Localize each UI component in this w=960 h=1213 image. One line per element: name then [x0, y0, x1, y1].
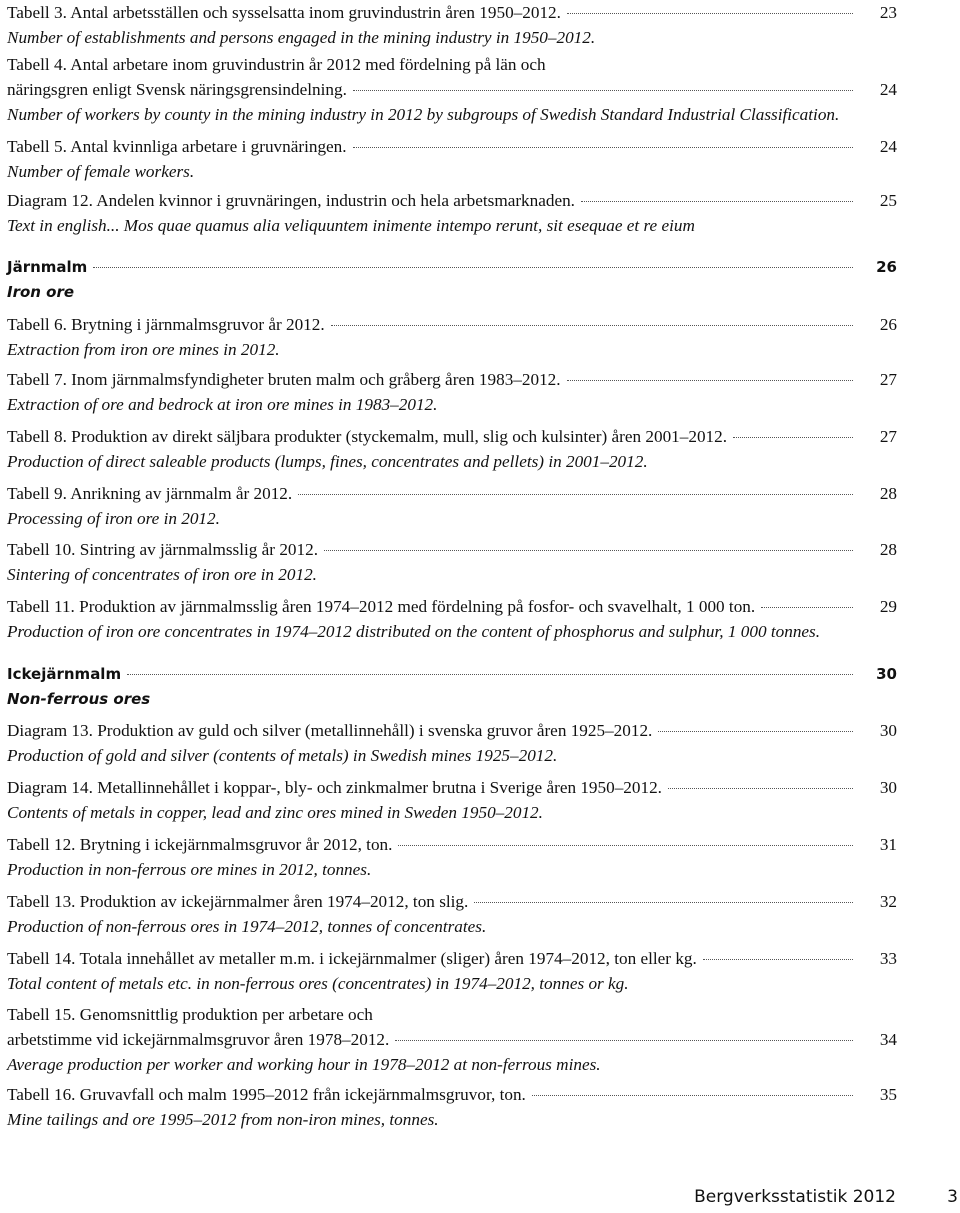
entry-english-title: Iron ore	[7, 283, 75, 301]
dot-leader	[324, 550, 853, 551]
entry-title-row[interactable]	[7, 0, 897, 25]
page-number: 23	[879, 3, 897, 22]
entry-title-row[interactable]	[7, 832, 897, 857]
dot-leader	[567, 13, 853, 14]
page-number: 30	[879, 721, 897, 740]
footer-page-number: 3	[947, 1187, 958, 1207]
entry-title-row[interactable]	[7, 946, 897, 971]
page-number: 25	[879, 191, 897, 210]
section-title: Ickejärnmalm	[7, 665, 122, 683]
entry-english-title: Number of establishments and persons engaged in the mining industry in 1950–2012.	[7, 28, 596, 47]
dot-leader	[331, 325, 853, 326]
toc-entry	[7, 832, 897, 882]
toc-entry	[7, 367, 897, 417]
page-number: 33	[879, 949, 897, 968]
toc-section	[7, 662, 897, 712]
entry-title-line1: Tabell 15. Genomsnittlig produktion per arbetare och	[7, 1005, 373, 1024]
page-number: 30	[879, 778, 897, 797]
entry-title: Tabell 7. Inom järnmalmsfyndigheter bruten malm och gråberg åren 1983–2012.	[7, 370, 561, 389]
page-number: 34	[879, 1030, 897, 1049]
entry-english-title: Extraction from iron ore mines in 2012.	[7, 340, 280, 359]
toc-entry	[7, 312, 897, 362]
entry-title-row[interactable]	[7, 188, 897, 213]
entry-english-title: Average production per worker and working hour in 1978–2012 at non-ferrous mines.	[7, 1055, 601, 1074]
entry-english-title: Production of iron ore concentrates in 1974–2012 distributed on the content of phosphorus and sulphur, 1 000 tonnes.	[7, 622, 821, 641]
dot-leader	[93, 267, 853, 268]
dot-leader	[581, 201, 853, 202]
entry-title-row[interactable]	[7, 312, 897, 337]
dot-leader	[395, 1040, 853, 1041]
toc-entry	[7, 0, 897, 50]
entry-english-title: Production in non-ferrous ore mines in 2012, tonnes.	[7, 860, 372, 879]
toc-entry	[7, 481, 897, 531]
entry-english-title: Production of gold and silver (contents of metals) in Swedish mines 1925–2012.	[7, 746, 558, 765]
footer-title: Bergverksstatistik 2012	[694, 1187, 896, 1207]
dot-leader	[658, 731, 853, 732]
entry-title: Tabell 6. Brytning i järnmalmsgruvor år 2012.	[7, 315, 325, 334]
dot-leader	[127, 674, 853, 675]
entry-title-row[interactable]	[7, 134, 897, 159]
entry-title: Tabell 11. Produktion av järnmalmsslig åren 1974–2012 med fördelning på fosfor- och svavelhalt, 1 000 ton.	[7, 597, 756, 616]
page-number: 31	[879, 835, 897, 854]
page-number: 29	[879, 597, 897, 616]
entry-english-title: Contents of metals in copper, lead and zinc ores mined in Sweden 1950–2012.	[7, 803, 543, 822]
page-number: 26	[879, 315, 897, 334]
toc-entry	[7, 188, 897, 238]
toc-entry	[7, 134, 897, 184]
entry-title-row[interactable]	[7, 1027, 897, 1052]
entry-english-title: Text in english... Mos quae quamus alia veliquuntem inimente intempo rerunt, sit esequae et re eium	[7, 216, 695, 235]
entry-title-row[interactable]	[7, 594, 897, 619]
entry-title: Tabell 10. Sintring av järnmalmsslig år 2012.	[7, 540, 318, 559]
page-number: 27	[879, 370, 897, 389]
toc-entry	[7, 1002, 897, 1077]
entry-english-title: Production of non-ferrous ores in 1974–2012, tonnes of concentrates.	[7, 917, 487, 936]
page-number: 27	[879, 427, 897, 446]
page-number: 32	[879, 892, 897, 911]
page-number: 30	[876, 665, 897, 683]
entry-english-title: Processing of iron ore in 2012.	[7, 509, 220, 528]
dot-leader	[703, 959, 853, 960]
dot-leader	[298, 494, 853, 495]
toc-section	[7, 255, 897, 305]
entry-title-row[interactable]	[7, 424, 897, 449]
page-number: 35	[879, 1085, 897, 1104]
entry-title: Diagram 13. Produktion av guld och silver (metallinnehåll) i svenska gruvor åren 1925–2012.	[7, 721, 653, 740]
entry-title: Tabell 12. Brytning i ickejärnmalmsgruvor år 2012, ton.	[7, 835, 393, 854]
entry-title: Tabell 13. Produktion av ickejärnmalmer åren 1974–2012, ton slig.	[7, 892, 469, 911]
dot-leader	[353, 90, 853, 91]
page-number: 28	[879, 484, 897, 503]
entry-title-row[interactable]	[7, 718, 897, 743]
toc-entry	[7, 1082, 897, 1132]
page-number: 28	[879, 540, 897, 559]
toc-entry	[7, 537, 897, 587]
toc-entry	[7, 52, 897, 127]
entry-title-row[interactable]	[7, 255, 897, 280]
entry-title-line1: Tabell 4. Antal arbetare inom gruvindustrin år 2012 med fördelning på län och	[7, 55, 546, 74]
page-footer	[0, 1187, 960, 1213]
section-title: Järnmalm	[7, 258, 88, 276]
entry-title-row[interactable]	[7, 481, 897, 506]
page-number: 24	[879, 80, 897, 99]
page-number: 26	[876, 258, 897, 276]
entry-title-row[interactable]	[7, 367, 897, 392]
dot-leader	[761, 607, 853, 608]
toc-entry	[7, 594, 897, 644]
dot-leader	[668, 788, 853, 789]
entry-title: näringsgren enligt Svensk näringsgrensindelning.	[7, 80, 347, 99]
entry-english-title: Number of workers by county in the mining industry in 2012 by subgroups of Swedish Standard Industrial Classification.	[7, 105, 840, 124]
page-number: 24	[879, 137, 897, 156]
dot-leader	[532, 1095, 853, 1096]
toc-entry	[7, 775, 897, 825]
dot-leader	[567, 380, 853, 381]
toc-entry	[7, 424, 897, 474]
entry-title: Tabell 5. Antal kvinnliga arbetare i gruvnäringen.	[7, 137, 347, 156]
entry-title: Tabell 16. Gruvavfall och malm 1995–2012 från ickejärnmalmsgruvor, ton.	[7, 1085, 526, 1104]
dot-leader	[733, 437, 853, 438]
entry-title-row[interactable]	[7, 775, 897, 800]
entry-title-row[interactable]	[7, 889, 897, 914]
entry-title: Tabell 3. Antal arbetsställen och sysselsatta inom gruvindustrin åren 1950–2012.	[7, 3, 561, 22]
toc-entry	[7, 718, 897, 768]
entry-title: Tabell 9. Anrikning av järnmalm år 2012.	[7, 484, 293, 503]
entry-title: Tabell 8. Produktion av direkt säljbara produkter (styckemalm, mull, slig och kulsinter) åren 2001–2012.	[7, 427, 728, 446]
entry-english-title: Production of direct saleable products (lumps, fines, concentrates and pellets) in 2001–2012.	[7, 452, 648, 471]
entry-title: arbetstimme vid ickejärnmalmsgruvor åren 1978–2012.	[7, 1030, 390, 1049]
entry-english-title: Sintering of concentrates of iron ore in 2012.	[7, 565, 317, 584]
entry-english-title: Mine tailings and ore 1995–2012 from non-iron mines, tonnes.	[7, 1110, 439, 1129]
entry-title-row[interactable]	[7, 1082, 897, 1107]
entry-english-title: Non-ferrous ores	[7, 690, 151, 708]
entry-english-title: Total content of metals etc. in non-ferrous ores (concentrates) in 1974–2012, tonnes or kg.	[7, 974, 629, 993]
toc-entry	[7, 889, 897, 939]
entry-title: Diagram 14. Metallinnehållet i koppar-, bly- och zinkmalmer brutna i Sverige åren 1950–2012.	[7, 778, 662, 797]
entry-title-row[interactable]	[7, 77, 897, 102]
toc-entry	[7, 946, 897, 996]
entry-title-row[interactable]	[7, 662, 897, 687]
dot-leader	[353, 147, 853, 148]
entry-english-title: Number of female workers.	[7, 162, 195, 181]
dot-leader	[474, 902, 853, 903]
dot-leader	[398, 845, 853, 846]
entry-title: Diagram 12. Andelen kvinnor i gruvnäringen, industrin och hela arbetsmarknaden.	[7, 191, 575, 210]
entry-title: Tabell 14. Totala innehållet av metaller m.m. i ickejärnmalmer (sliger) åren 1974–2012, ton eller kg.	[7, 949, 697, 968]
entry-english-title: Extraction of ore and bedrock at iron ore mines in 1983–2012.	[7, 395, 438, 414]
entry-title-row[interactable]	[7, 537, 897, 562]
